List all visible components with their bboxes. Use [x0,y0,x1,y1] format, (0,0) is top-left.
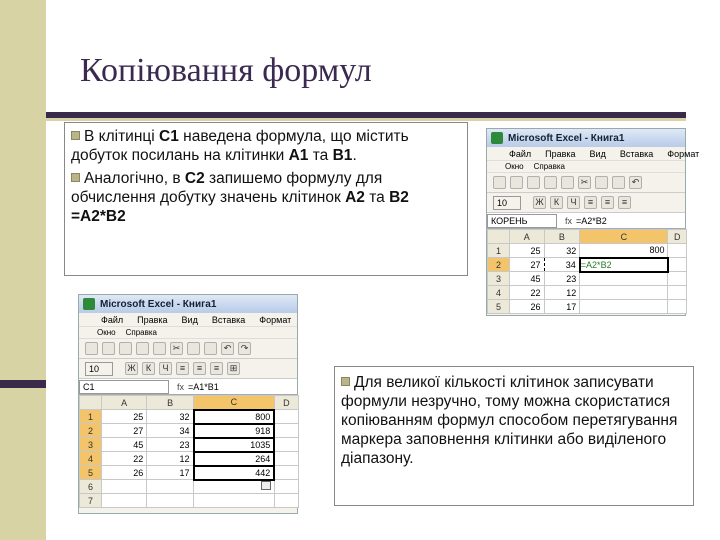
cut-icon[interactable]: ✂ [170,342,183,355]
preview-icon[interactable] [561,176,574,189]
selected-cell[interactable]: 918 [194,424,275,438]
text: Для великої кількості клітинок записувати формули незручно, тому можна скористатися копіюванням формул способом перетягування маркера заповнення клітинки або виділеного діапазону. [341,374,678,467]
column-header[interactable]: B [147,396,194,410]
row-header[interactable]: 5 [488,300,510,314]
bullet-icon [71,131,80,140]
align-right-icon[interactable]: ≡ [618,196,631,209]
left-decor-accent [0,380,46,388]
underline-icon[interactable]: Ч [567,196,580,209]
bold-icon[interactable]: Ж [125,362,138,375]
excel-titlebar [487,129,685,147]
cell[interactable]: 32 [544,244,580,258]
cell-ref: С1 [159,128,179,145]
row-header[interactable]: 3 [488,272,510,286]
cell[interactable] [580,272,668,286]
left-decor-stripe [0,0,46,540]
format-toolbar [79,359,297,379]
menu-bar [79,313,297,327]
paste-icon[interactable] [204,342,217,355]
cell[interactable] [147,494,194,508]
cell-ref: А2 [345,189,365,206]
paragraph-2 [71,169,461,226]
cell[interactable] [668,258,687,272]
cell[interactable]: 23 [147,438,194,452]
row-header[interactable]: 2 [80,424,102,438]
menu-bar-2 [79,327,297,339]
menu-file[interactable]: Файл [101,314,124,325]
open-icon[interactable] [510,176,523,189]
cell[interactable]: 26 [510,300,545,314]
cell[interactable]: 17 [147,466,194,480]
column-header[interactable]: C [194,396,275,410]
menu-edit[interactable]: Правка [545,148,576,159]
align-left-icon[interactable]: ≡ [176,362,189,375]
italic-icon[interactable]: К [550,196,563,209]
cell[interactable]: 22 [102,452,147,466]
menu-window[interactable]: Окно [505,162,524,171]
cell[interactable]: 26 [102,466,147,480]
menu-bar [487,147,700,161]
cell[interactable] [274,424,298,438]
text: наведена формула, що містить добуток посилань на клітинки [71,128,409,164]
cell[interactable]: 34 [147,424,194,438]
table-row [80,438,299,452]
formula-bar [487,213,685,229]
italic-icon[interactable]: К [142,362,155,375]
cell[interactable]: 32 [147,410,194,424]
copy-icon[interactable] [187,342,200,355]
cell[interactable]: 27 [510,258,545,272]
undo-icon[interactable]: ↶ [221,342,234,355]
cell[interactable] [102,494,147,508]
excel-logo-icon [491,132,503,144]
print-icon[interactable] [544,176,557,189]
standard-toolbar [79,339,297,359]
cell[interactable] [668,272,687,286]
cell[interactable]: 23 [544,272,580,286]
cell[interactable]: 25 [102,410,147,424]
menu-window[interactable]: Окно [97,328,116,337]
text: Аналогічно, в [84,170,185,187]
column-header[interactable]: D [274,396,298,410]
table-row [80,452,299,466]
align-left-icon[interactable]: ≡ [584,196,597,209]
bullet-icon [71,173,80,182]
row-header[interactable]: 1 [80,410,102,424]
cell-ref: С2 [184,170,205,187]
cell[interactable]: 45 [102,438,147,452]
cell[interactable]: 12 [147,452,194,466]
column-header[interactable]: A [510,230,545,244]
autofill-options-icon[interactable] [261,481,271,490]
row-header[interactable]: 4 [80,452,102,466]
sheet-grid [487,229,687,314]
new-icon[interactable] [493,176,506,189]
save-icon[interactable] [527,176,540,189]
align-right-icon[interactable]: ≡ [210,362,223,375]
cell[interactable]: 45 [510,272,545,286]
row-header[interactable]: 4 [488,286,510,300]
table-row [80,466,299,480]
table-row [488,258,687,272]
menu-file[interactable]: Файл [509,148,532,159]
slide-title: Копіювання формул [80,52,372,89]
selected-cell[interactable]: 442 [194,466,275,480]
cell[interactable]: 25 [510,244,545,258]
paragraph-3 [341,373,687,468]
merge-icon[interactable]: ⊞ [227,362,240,375]
table-row [488,244,687,258]
cell[interactable]: 12 [544,286,580,300]
open-icon[interactable] [102,342,115,355]
cell[interactable] [274,494,298,508]
new-icon[interactable] [85,342,98,355]
column-header[interactable]: B [544,230,580,244]
standard-toolbar [487,173,685,193]
explanation-box-1 [64,122,468,276]
cell[interactable]: 27 [102,424,147,438]
paragraph-1 [71,127,461,165]
cell[interactable]: 17 [544,300,580,314]
selected-cell[interactable]: 264 [194,452,275,466]
table-row [80,480,299,494]
corner-cell[interactable] [80,396,102,410]
cell[interactable] [194,480,275,494]
text: В клітинці [84,128,160,145]
fx-icon[interactable]: fx [565,215,573,226]
row-header[interactable]: 2 [488,258,510,272]
sheet-grid [79,395,299,508]
active-cell[interactable]: 800 [194,410,275,424]
cell[interactable] [274,438,298,452]
text: та [364,189,390,206]
format-toolbar [487,193,685,213]
row-header[interactable]: 3 [80,438,102,452]
menu-help[interactable]: Справка [533,162,565,171]
cell[interactable]: 22 [510,286,545,300]
cell[interactable] [580,300,668,314]
fx-icon[interactable]: fx [177,381,185,392]
cell[interactable] [147,480,194,494]
table-row [80,494,299,508]
menu-help[interactable]: Справка [125,328,157,337]
window-title: Microsoft Excel - Книга1 [100,298,217,310]
font-size-select[interactable]: 10 [85,362,113,376]
align-center-icon[interactable]: ≡ [601,196,614,209]
table-row [488,300,687,314]
menu-format[interactable]: Формат [259,314,292,325]
title-rule-light [46,118,686,121]
menu-bar-2 [487,161,685,173]
excel-window-bottom [78,294,298,514]
corner-cell[interactable] [488,230,510,244]
text: запишемо формулу для обчислення добутку значень клітинок [71,170,383,206]
row-header[interactable]: 5 [80,466,102,480]
cell[interactable] [668,300,687,314]
column-header[interactable]: A [102,396,147,410]
column-header[interactable]: D [668,230,687,244]
menu-insert[interactable]: Вставка [211,314,246,325]
bold-icon[interactable]: Ж [533,196,546,209]
preview-icon[interactable] [153,342,166,355]
font-size-select[interactable]: 10 [493,196,521,210]
cell[interactable] [274,452,298,466]
excel-window-top [486,128,700,316]
underline-icon[interactable]: Ч [159,362,172,375]
print-icon[interactable] [136,342,149,355]
column-header[interactable]: C [580,230,668,244]
cell[interactable] [274,466,298,480]
redo-icon[interactable]: ↷ [238,342,251,355]
cell[interactable] [668,286,687,300]
menu-insert[interactable]: Вставка [619,148,654,159]
menu-edit[interactable]: Правка [137,314,168,325]
menu-view[interactable]: Вид [589,148,606,159]
menu-format[interactable]: Формат [667,148,700,159]
row-header[interactable]: 7 [80,494,102,508]
formula-bar [79,379,297,395]
cell[interactable] [194,494,275,508]
table-row [488,286,687,300]
text: та [308,147,333,164]
formula-input[interactable]: =A1*B1 [188,381,219,392]
window-title: Microsoft Excel - Книга1 [508,132,625,144]
table-row [488,272,687,286]
save-icon[interactable] [119,342,132,355]
cell-ref: В1 [332,147,353,164]
cell[interactable]: 34 [544,258,580,272]
selected-cell[interactable]: 1035 [194,438,275,452]
cell-ref: А1 [288,147,309,164]
menu-view[interactable]: Вид [181,314,198,325]
cell[interactable] [102,480,147,494]
copy-icon[interactable] [595,176,608,189]
paste-icon[interactable] [612,176,625,189]
excel-logo-icon [83,298,95,310]
name-box[interactable]: КОРЕНЬ [487,214,557,228]
cell[interactable] [668,244,687,258]
undo-icon[interactable]: ↶ [629,176,642,189]
cell[interactable] [580,286,668,300]
row-header[interactable]: 6 [80,480,102,494]
align-center-icon[interactable]: ≡ [193,362,206,375]
cut-icon[interactable]: ✂ [578,176,591,189]
excel-titlebar [79,295,297,313]
active-cell[interactable]: =A2*B2 [580,258,668,272]
explanation-box-2 [334,366,694,506]
text: . [352,147,357,164]
formula-input[interactable]: =A2*B2 [576,215,607,226]
name-box[interactable]: C1 [79,380,169,394]
cell[interactable]: 800 [580,244,668,258]
formula-text: В2 =А2*В2 [71,189,409,225]
table-row [80,410,299,424]
bullet-icon [341,377,350,386]
cell[interactable] [274,410,298,424]
row-header[interactable]: 1 [488,244,510,258]
cell[interactable] [274,480,298,494]
table-row [80,424,299,438]
